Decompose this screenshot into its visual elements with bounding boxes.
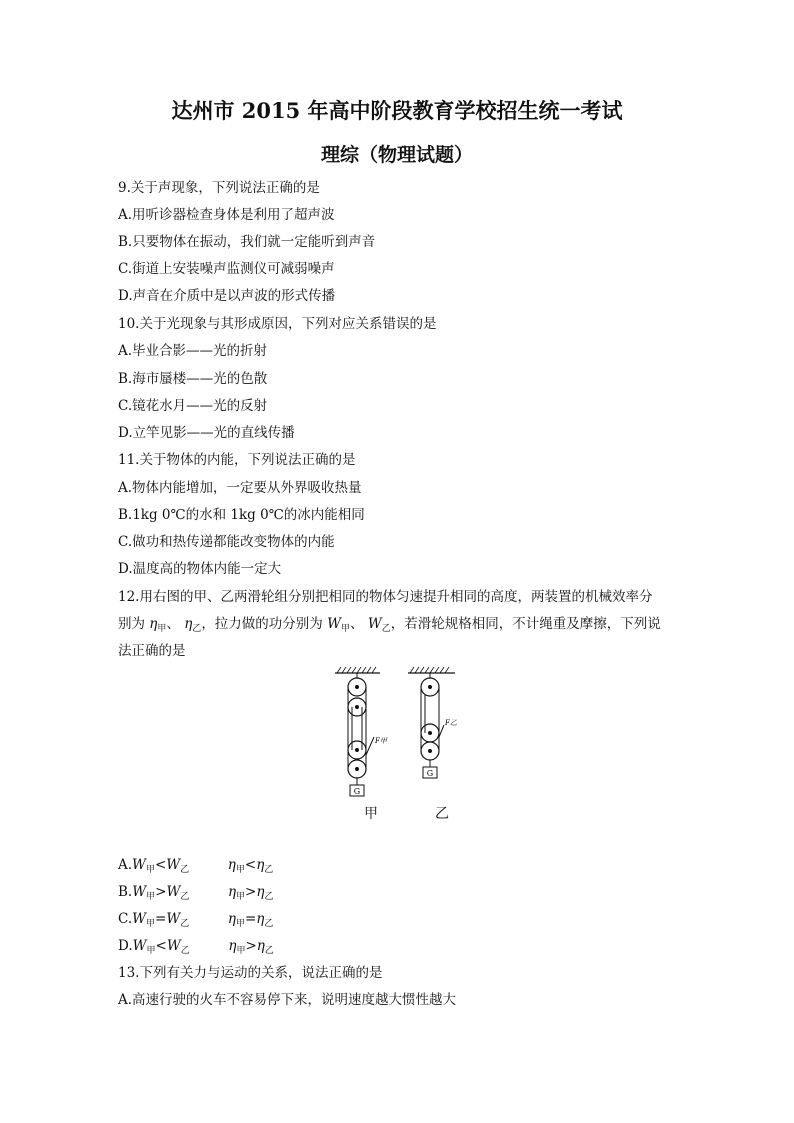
relation: > xyxy=(245,938,257,954)
subscript-yi: 乙 xyxy=(264,946,274,956)
q12-text: 别为 xyxy=(118,616,145,632)
subscript-jia: 甲 xyxy=(146,892,156,902)
relation: < xyxy=(154,857,167,873)
q12-stem-line2 xyxy=(118,614,661,636)
separator: 、 xyxy=(350,616,364,632)
relation: < xyxy=(155,938,167,954)
subscript-yi: 乙 xyxy=(192,624,202,634)
subscript-jia: 甲 xyxy=(236,892,246,902)
work-symbol: W xyxy=(166,938,181,954)
pulley-svg xyxy=(330,665,470,830)
figure-label-yi: 乙 xyxy=(435,806,449,822)
subscript-yi: 乙 xyxy=(264,919,274,929)
subscript-jia: 甲 xyxy=(146,919,156,929)
eta-symbol: η xyxy=(227,911,236,927)
subscript-jia: 甲 xyxy=(236,946,246,956)
work-symbol: W xyxy=(132,938,147,954)
relation: = xyxy=(244,911,257,927)
option-prefix: B. xyxy=(118,884,133,900)
separator: 、 xyxy=(166,616,180,632)
q9-option-d: D.声音在介质中是以声波的形式传播 xyxy=(118,288,336,304)
q10-option-b: B.海市蜃楼——光的色散 xyxy=(118,371,268,387)
subscript-yi: 乙 xyxy=(264,865,274,875)
work-symbol: W xyxy=(132,884,147,900)
subscript-jia: 甲 xyxy=(235,865,245,875)
q10-option-d: D.立竿见影——光的直线传播 xyxy=(118,425,295,441)
weight-label-yi: G xyxy=(426,769,434,778)
relation: > xyxy=(155,884,167,900)
weight-label-jia: G xyxy=(353,787,361,796)
work-symbol: W xyxy=(166,857,181,873)
eta-symbol: η xyxy=(149,616,158,632)
eta-symbol: η xyxy=(227,857,236,873)
subscript-jia: 甲 xyxy=(341,624,351,634)
figure-label-jia: 甲 xyxy=(364,806,378,822)
q12-option-b xyxy=(118,882,273,904)
work-symbol: W xyxy=(367,616,382,632)
eta-symbol: η xyxy=(228,938,237,954)
exam-title: 达州市 2015 年高中阶段教育学校招生统一考试 xyxy=(171,98,623,123)
work-symbol: W xyxy=(327,616,341,632)
relation: < xyxy=(244,857,257,873)
q10-option-a: A.毕业合影——光的折射 xyxy=(118,343,268,359)
q12-text: ，拉力做的功分别为 xyxy=(201,616,323,632)
q11-option-d: D.温度高的物体内能一定大 xyxy=(118,561,282,577)
exam-subtitle: 理综（物理试题） xyxy=(320,144,473,166)
q10-stem: 10.关于光现象与其形成原因，下列对应关系错误的是 xyxy=(118,316,437,332)
subscript-jia: 甲 xyxy=(145,865,155,875)
subscript-yi: 乙 xyxy=(381,624,391,634)
relation: = xyxy=(155,911,167,927)
subscript-yi: 乙 xyxy=(264,892,274,902)
q13-stem: 13.下列有关力与运动的关系，说法正确的是 xyxy=(118,965,383,981)
subscript-yi: 乙 xyxy=(180,946,190,956)
relation: > xyxy=(245,884,257,900)
eta-symbol: η xyxy=(256,938,265,954)
q9-option-c: C.街道上安装噪声监测仪可减弱噪声 xyxy=(118,261,335,277)
work-symbol: W xyxy=(166,911,181,927)
work-symbol: W xyxy=(132,911,147,927)
q9-option-a: A.用听诊器检查身体是利用了超声波 xyxy=(118,207,335,223)
q11-stem: 11.关于物体的内能，下列说法正确的是 xyxy=(118,452,356,468)
subscript-jia: 甲 xyxy=(146,946,156,956)
q12-option-a xyxy=(118,855,273,877)
work-symbol: W xyxy=(166,884,181,900)
subscript-jia: 甲 xyxy=(157,624,167,634)
q12-option-c xyxy=(118,909,273,931)
eta-symbol: η xyxy=(256,911,265,927)
q12-stem-line3: 法正确的是 xyxy=(118,643,186,659)
subscript-yi: 乙 xyxy=(180,892,190,902)
option-prefix: C. xyxy=(118,911,133,927)
q10-option-c: C.镜花水月——光的反射 xyxy=(118,398,268,414)
eta-symbol: η xyxy=(184,616,193,632)
pulley-diagram xyxy=(330,665,470,830)
eta-symbol: η xyxy=(256,857,265,873)
q12-text: ，若滑轮规格相同，不计绳重及摩擦，下列说 xyxy=(390,616,661,632)
subscript-yi: 乙 xyxy=(180,865,190,875)
eta-symbol: η xyxy=(256,884,265,900)
q9-stem: 9.关于声现象，下列说法正确的是 xyxy=(118,180,320,196)
option-prefix: D. xyxy=(118,938,133,954)
option-prefix: A. xyxy=(118,857,133,873)
q13-option-a: A.高速行驶的火车不容易停下来，说明速度越大惯性越大 xyxy=(118,992,457,1008)
q9-option-b: B.只要物体在振动，我们就一定能听到声音 xyxy=(118,234,376,250)
q11-option-b: B.1kg 0℃的水和 1kg 0℃的冰内能相同 xyxy=(118,507,365,523)
q12-stem-line1: 12.用右图的甲、乙两滑轮组分别把相同的物体匀速提升相同的高度，两装置的机械效率分 xyxy=(118,589,653,605)
q12-option-d xyxy=(118,936,274,958)
q11-option-c: C.做功和热传递都能改变物体的内能 xyxy=(118,534,335,550)
force-label-yi: F乙 xyxy=(445,719,457,727)
eta-symbol: η xyxy=(227,884,237,900)
subscript-jia: 甲 xyxy=(235,919,245,929)
work-symbol: W xyxy=(132,857,146,873)
subscript-yi: 乙 xyxy=(180,919,190,929)
q11-option-a: A.物体内能增加，一定要从外界吸收热量 xyxy=(118,480,362,496)
force-label-jia: F甲 xyxy=(375,737,387,745)
